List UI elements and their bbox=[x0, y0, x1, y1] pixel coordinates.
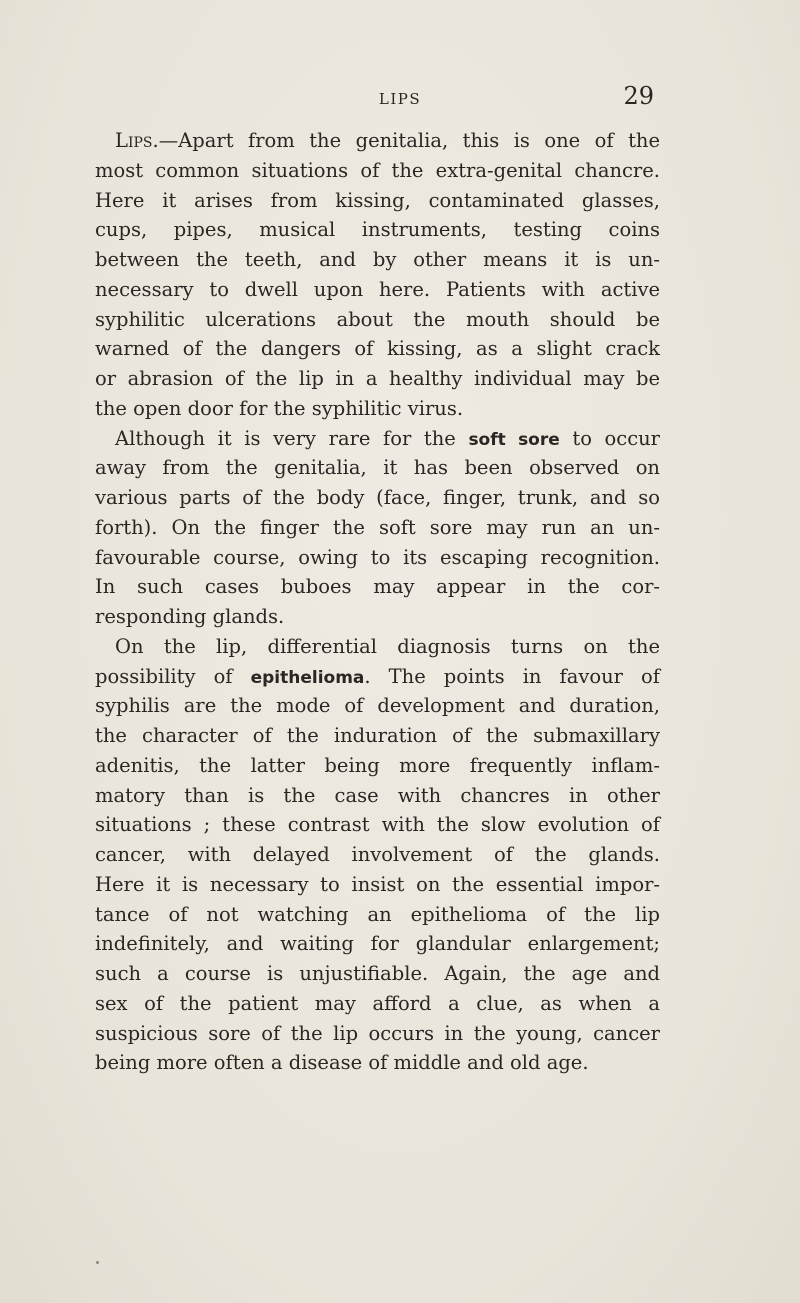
section-heading-lips: Lips bbox=[115, 129, 153, 152]
text-line: favourable course, owing to its escaping recognition. bbox=[95, 545, 660, 569]
text-line: indefinitely, and waiting for glandular enlargement; bbox=[95, 932, 660, 956]
text-line: such a course is unjustifiable. Again, the age and bbox=[95, 962, 660, 985]
text-line: forth). On the finger the soft sore may run an un- bbox=[95, 515, 660, 539]
term-soft-sore: soft sore bbox=[468, 429, 560, 450]
text-line: On the lip, differential diagnosis turns on the bbox=[115, 634, 660, 658]
text-line: sex of the patient may afford a clue, as when a bbox=[95, 991, 660, 1015]
text-line: possibility of epithelioma. The points in favour of bbox=[95, 664, 661, 688]
page-number: 29 bbox=[623, 82, 654, 110]
text-line: syphilis are the mode of development and duration, bbox=[95, 694, 660, 718]
text-line: warned of the dangers of kissing, as a slight crack bbox=[95, 337, 660, 361]
text-line: the open door for the syphilitic virus. bbox=[95, 396, 464, 420]
text-line: Although it is very rare for the soft sore to occur bbox=[115, 426, 661, 450]
text-line: between the teeth, and by other means it is un- bbox=[95, 248, 660, 271]
text-line: various parts of the body (face, finger, trunk, and so bbox=[95, 486, 660, 509]
text-line: syphilitic ulcerations about the mouth should be bbox=[95, 307, 660, 331]
body-text bbox=[95, 126, 660, 1078]
running-title: LIPS bbox=[378, 90, 422, 108]
text-line: adenitis, the latter being more frequently inflam- bbox=[95, 753, 660, 777]
term-epithelioma: epithelioma bbox=[250, 667, 365, 688]
text-line: away from the genitalia, it has been observed on bbox=[95, 456, 660, 480]
text-line: matory than is the case with chancres in other bbox=[95, 783, 660, 807]
text-line: suspicious sore of the lip occurs in the young, cancer bbox=[95, 1021, 660, 1045]
text-line: cups, pipes, musical instruments, testing coins bbox=[95, 218, 660, 242]
text-line: Here it is necessary to insist on the essential impor- bbox=[95, 872, 660, 896]
text-line: situations ; these contrast with the slow evolution of bbox=[95, 813, 660, 837]
text-line: responding glands. bbox=[95, 605, 285, 628]
text-line: necessary to dwell upon here. Patients with active bbox=[95, 277, 660, 301]
text-line: most common situations of the extra-genital chancre. bbox=[95, 158, 660, 182]
text-line: Lips.—Apart from the genitalia, this is one of the bbox=[115, 129, 660, 152]
paper-speck bbox=[96, 1261, 99, 1264]
text-line: the character of the induration of the submaxillary bbox=[95, 724, 660, 747]
text-line: Here it arises from kissing, contaminated glasses, bbox=[95, 188, 660, 212]
text-line: or abrasion of the lip in a healthy individual may be bbox=[95, 367, 660, 390]
running-header bbox=[0, 82, 800, 116]
text-line: In such cases buboes may appear in the cor- bbox=[95, 575, 660, 599]
text-line: being more often a disease of middle and old age. bbox=[95, 1051, 589, 1075]
text-line: cancer, with delayed involvement of the glands. bbox=[95, 843, 660, 866]
text-line: tance of not watching an epithelioma of the lip bbox=[95, 902, 660, 926]
